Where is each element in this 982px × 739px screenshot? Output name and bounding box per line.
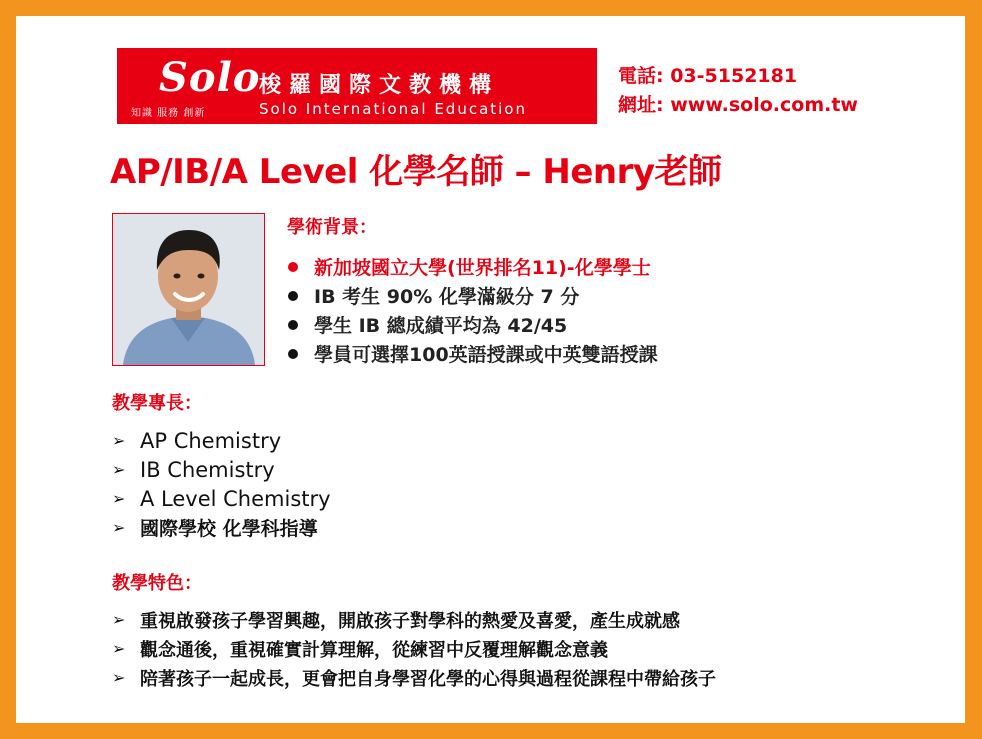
arrow-bullet-icon: ➢ (112, 639, 126, 658)
background-item: 學生 IB 總成績平均為 42/45 (288, 310, 658, 339)
arrow-bullet-icon: ➢ (112, 668, 126, 687)
specialty-item: ➢ IB Chemistry (112, 457, 275, 482)
arrow-bullet-icon: ➢ (112, 431, 126, 450)
logo-english-name: Solo International Education (259, 100, 527, 118)
logo-brand: Solo (159, 54, 261, 101)
website-url: 網址: www.solo.com.tw (618, 94, 858, 116)
specialty-item: ➢ A Level Chemistry (112, 486, 331, 511)
contact-info (618, 62, 858, 120)
bullet-icon (288, 291, 298, 301)
specialties-list (112, 426, 331, 542)
bullet-icon (288, 320, 298, 330)
logo-chinese-name: 梭羅國際文教機構 (259, 73, 500, 98)
specialties-heading: 教學專長： (112, 393, 202, 414)
feature-item: ➢ 觀念通後，重視確實計算理解，從練習中反覆理解觀念意義 (112, 639, 608, 661)
features-heading: 教學特色： (112, 573, 202, 594)
arrow-bullet-icon: ➢ (112, 460, 126, 479)
features-list (112, 605, 716, 692)
arrow-bullet-icon: ➢ (112, 489, 126, 508)
background-item: 學員可選擇100英語授課或中英雙語授課 (288, 339, 658, 368)
background-item: 新加坡國立大學(世界排名11)-化學學士 (288, 252, 658, 281)
feature-item: ➢ 陪著孩子一起成長，更會把自身學習化學的心得與過程從課程中帶給孩子 (112, 668, 716, 690)
bullet-icon (288, 262, 298, 272)
portrait-illustration (113, 214, 264, 365)
flyer-page (16, 16, 965, 723)
background-heading: 學術背景： (287, 217, 377, 238)
background-list (288, 252, 658, 368)
logo-tagline: 知識 服務 創新 (131, 108, 206, 119)
specialty-item: ➢ 國際學校 化學科指導 (112, 518, 318, 540)
teacher-photo (112, 213, 265, 366)
specialty-item: ➢ AP Chemistry (112, 428, 282, 453)
arrow-bullet-icon: ➢ (112, 518, 126, 537)
page-title: AP/IB/A Level 化學名師 – Henry老師 (110, 152, 722, 192)
feature-item: ➢ 重視啟發孩子學習興趣，開啟孩子對學科的熱愛及喜愛，產生成就感 (112, 610, 680, 632)
phone-number: 電話: 03-5152181 (618, 65, 798, 87)
background-item: IB 考生 90% 化學滿級分 7 分 (288, 281, 658, 310)
solo-logo (117, 48, 597, 124)
arrow-bullet-icon: ➢ (112, 610, 126, 629)
bullet-icon (288, 349, 298, 359)
